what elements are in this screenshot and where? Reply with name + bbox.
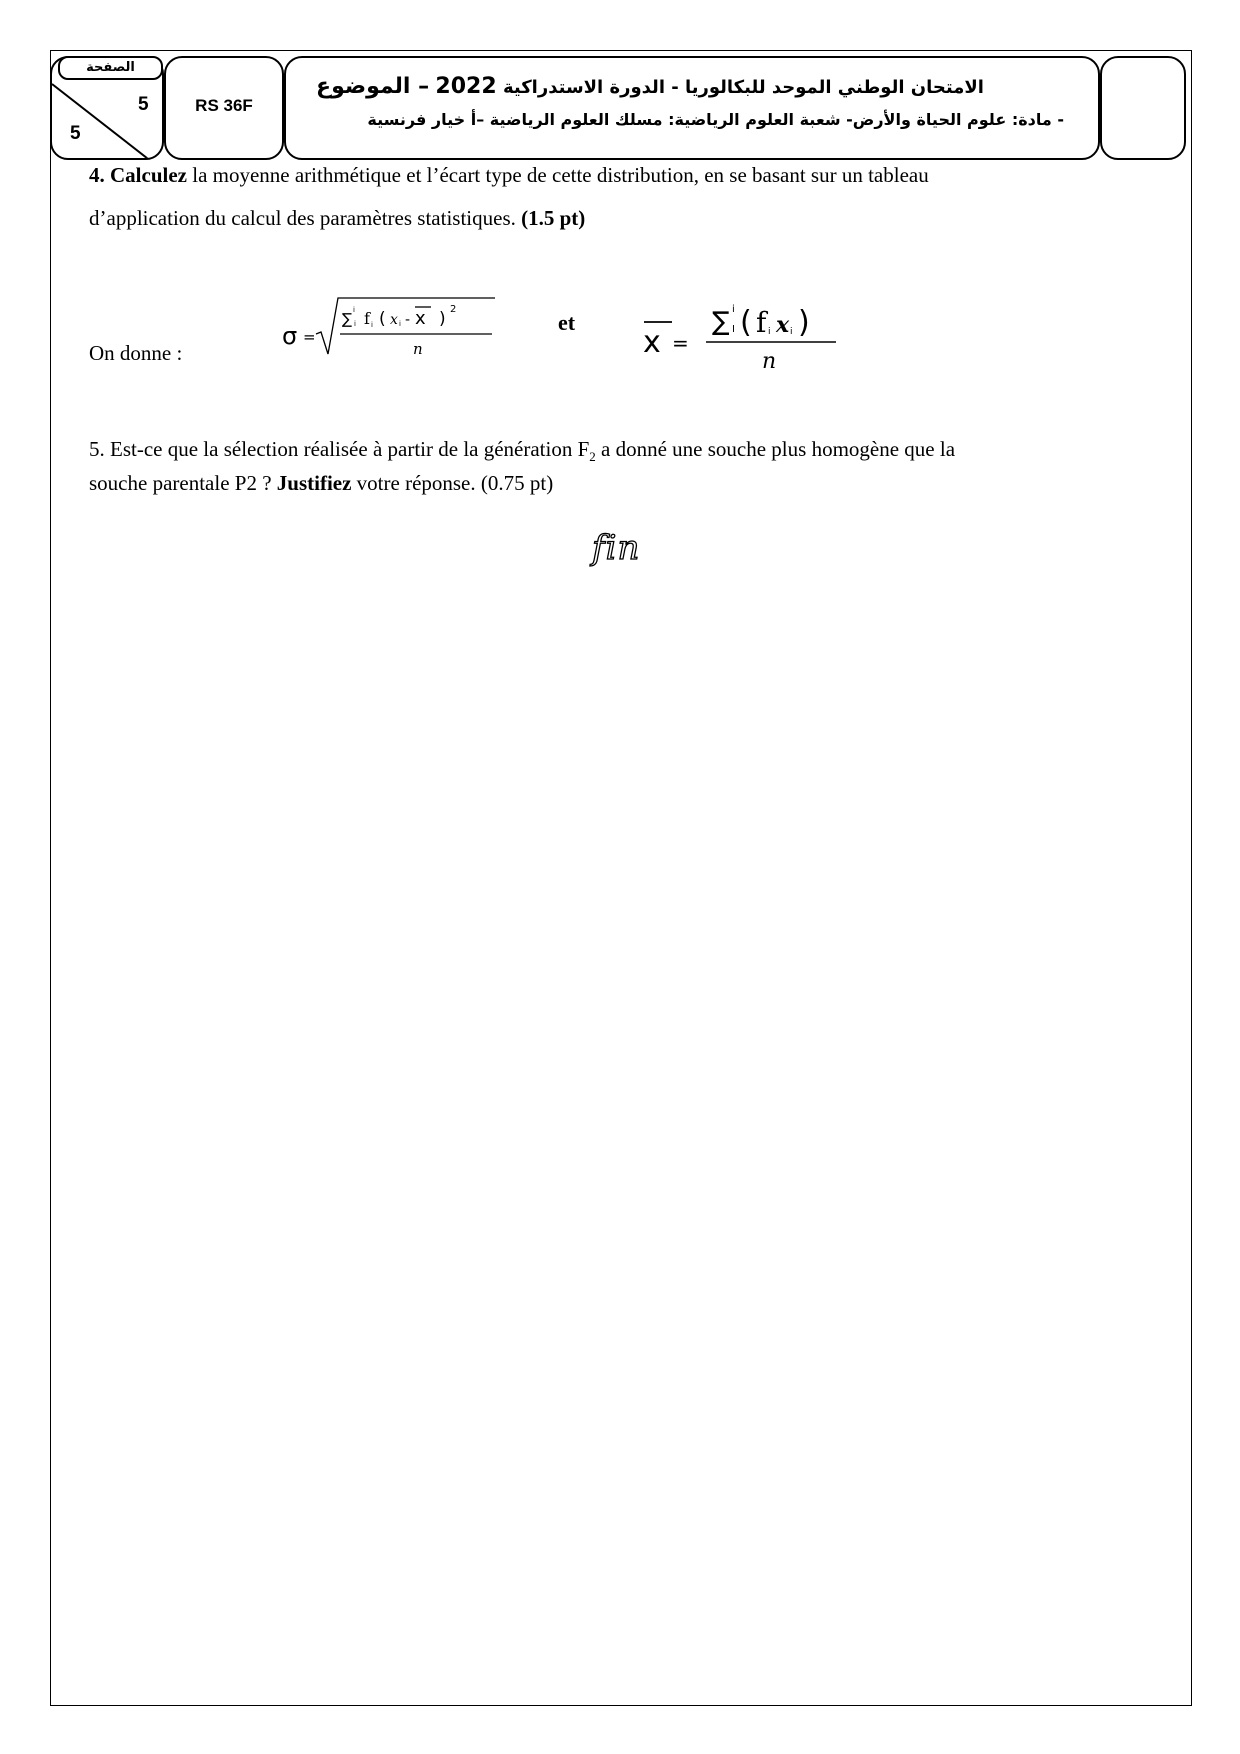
page-current: 5 [70, 123, 81, 144]
question-4-line-1 [89, 160, 929, 190]
exam-code: RS 36F [195, 96, 253, 115]
svg-text:f: f [756, 306, 767, 339]
mean-formula [640, 292, 850, 379]
svg-text:): ) [798, 305, 810, 340]
svg-text:2: 2 [450, 304, 457, 315]
question-4-text-1: la moyenne arithmétique et l’écart type de cette distribution, en se basant sur un tableau [186, 163, 929, 187]
svg-text:f: f [364, 309, 370, 328]
question-4-verb: 4. Calculez [89, 163, 187, 187]
blank-header-box [1100, 56, 1186, 160]
question-5-line-1 [89, 434, 955, 472]
exam-title-prefix: الامتحان الوطني الموحد للبكالوريا - الدورة الاستدراكية [502, 77, 984, 98]
svg-text:n: n [762, 349, 777, 374]
svg-text:i: i [768, 327, 771, 337]
svg-text:x: x [390, 312, 398, 328]
page-label: الصفحة [58, 56, 163, 80]
question-5-text-3: souche parentale P2 ? [89, 471, 277, 495]
generation-subscript: 2 [589, 449, 596, 465]
formula-intro: On donne : [89, 341, 183, 365]
question-5-text-2: a donné une souche plus homogène que la [595, 437, 956, 461]
svg-text:=: = [303, 328, 316, 346]
formula-connector: et [558, 310, 576, 335]
svg-text:x: x [415, 308, 426, 329]
svg-text:i: i [371, 321, 373, 329]
svg-text:i: i [354, 320, 356, 328]
svg-text:-: - [405, 312, 411, 328]
svg-text:i: i [732, 304, 735, 315]
page-frame [50, 50, 1192, 1706]
page-total: 5 [138, 94, 149, 115]
end-mark: fin [592, 528, 641, 568]
question-4-line-2 [89, 203, 585, 233]
question-4-text-2: d’application du calcul des paramètres statistiques. [89, 206, 522, 230]
svg-text:x: x [643, 325, 661, 360]
svg-text:i: i [353, 306, 355, 314]
question-5-line-2 [89, 468, 553, 498]
svg-text:(: ( [740, 305, 752, 340]
svg-text:i: i [399, 320, 401, 328]
svg-text:n: n [413, 340, 423, 358]
exam-year: 2022 [435, 74, 497, 99]
exam-title-suffix: – الموضوع [316, 74, 430, 99]
exam-title [300, 74, 1000, 99]
svg-text:=: = [672, 331, 689, 355]
svg-text:∑: ∑ [712, 307, 730, 337]
sigma-symbol: σ [282, 322, 298, 350]
question-5-verb: Justifiez [276, 471, 352, 495]
standard-deviation-formula [278, 292, 498, 369]
svg-text:I: I [732, 324, 735, 335]
question-4-points: (1.5 pt) [521, 206, 586, 230]
question-5-text-4: votre réponse. (0.75 pt) [351, 471, 554, 495]
svg-text:∑: ∑ [342, 310, 353, 328]
question-5-text-1: 5. Est-ce que la sélection réalisée à partir de la génération F [89, 437, 590, 461]
svg-text:i: i [790, 327, 793, 337]
svg-text:(: ( [379, 309, 386, 329]
svg-text:): ) [439, 309, 446, 329]
exam-subject: - مادة: علوم الحياة والأرض- شعبة العلوم الرياضية: مسلك العلوم الرياضية –أ خيار فرنسية [367, 110, 1064, 129]
svg-text:x: x [776, 312, 790, 338]
exam-title-box [284, 56, 1100, 160]
